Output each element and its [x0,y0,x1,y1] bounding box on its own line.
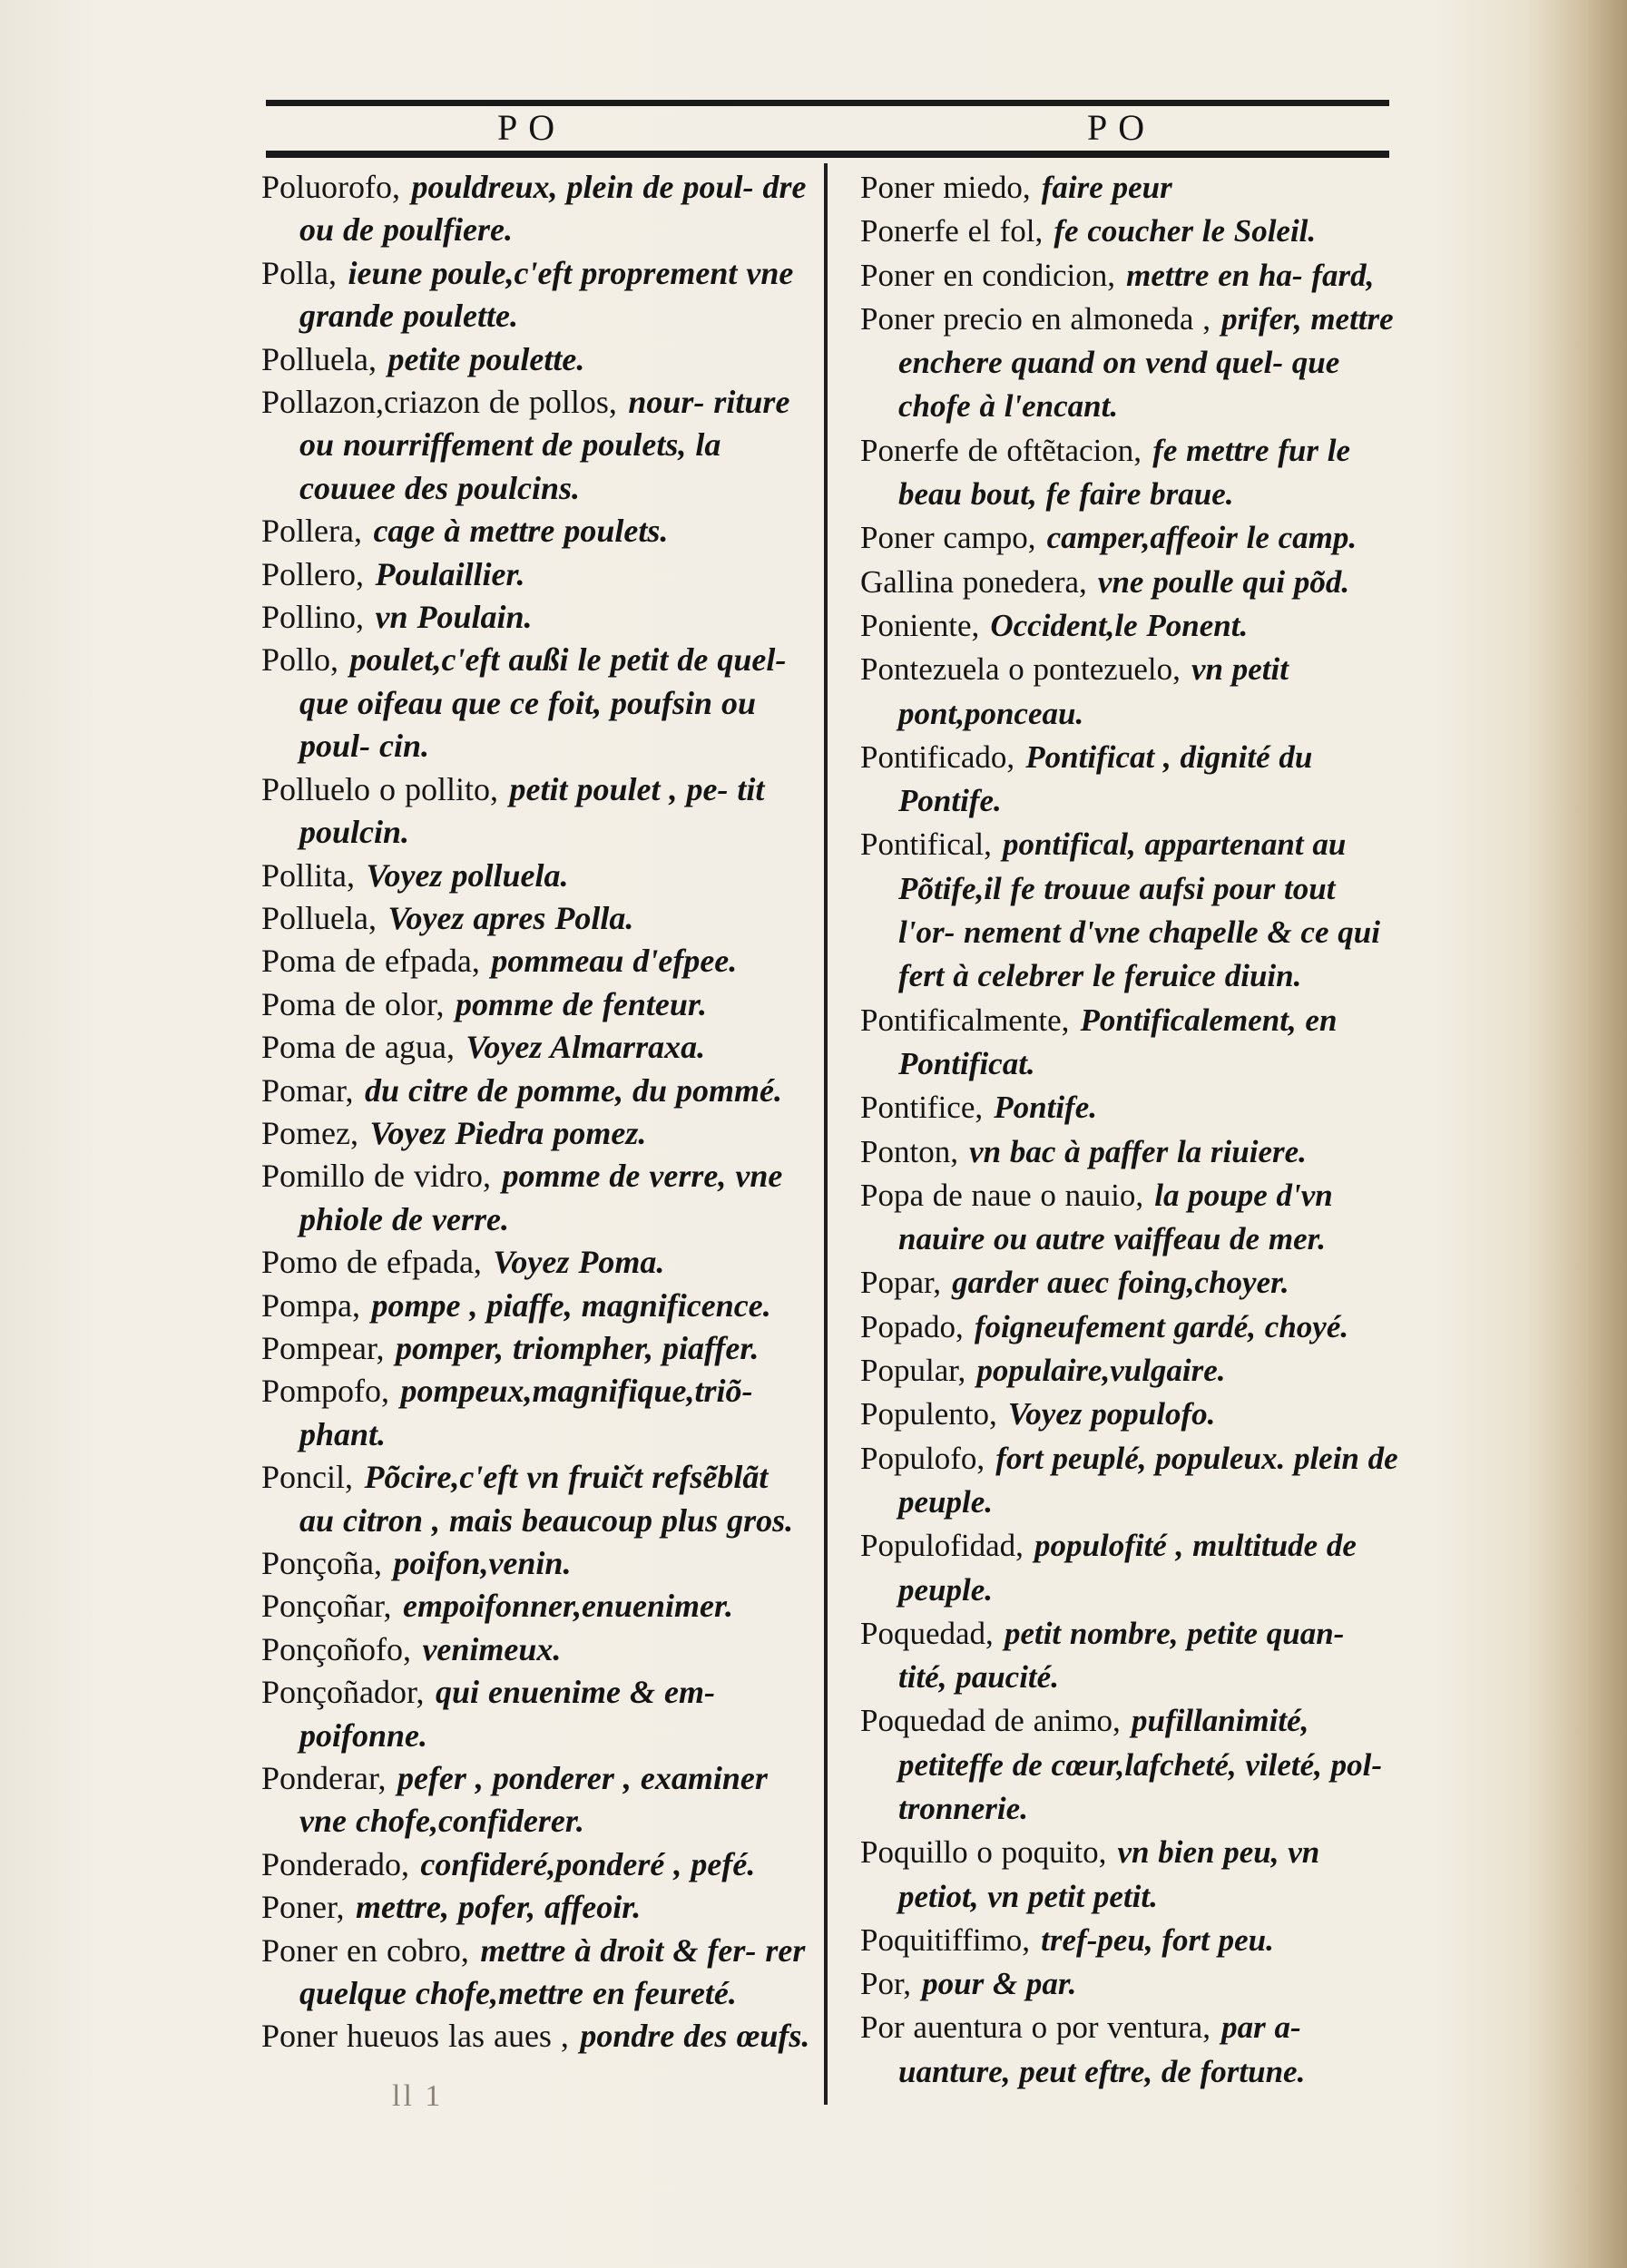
entry-headword: Poncil, [261,1459,354,1496]
dictionary-entry [860,1437,1400,1525]
entry-headword: Ponderar, [261,1760,387,1797]
header-rule-bottom [266,151,1389,158]
dictionary-entry [860,254,1400,298]
dictionary-entry [860,1524,1400,1612]
dictionary-entry [261,381,810,510]
entry-definition: pomme de fenteur. [455,985,707,1022]
dictionary-entry [860,736,1400,824]
entry-headword: Pontifical, [860,826,992,863]
entry-headword: Pollera, [261,513,362,550]
entry-headword: Pollita, [261,856,356,894]
entry-definition: vn bac à paffer la riuiere. [969,1133,1307,1169]
dictionary-entry [860,1130,1400,1174]
entry-definition: vne poulle qui põd. [1097,563,1350,600]
dictionary-entry [860,1174,1400,1262]
entry-definition: Poulaillier. [375,555,525,592]
entry-definition: empoifonner,enuenimer. [402,1588,734,1625]
entry-definition: vn petit pont,ponceau. [898,651,1289,731]
entry-definition: nour- riture ou nourriffement de poulets, la couuee des poulcins. [299,384,790,506]
dictionary-entry [261,1628,810,1671]
running-head-left: PO [497,107,566,148]
entry-headword: Pomez, [261,1114,358,1151]
dictionary-entry [860,1919,1400,1962]
entry-headword: Pomo de efpada, [261,1244,482,1281]
entry-definition: Pontificat , dignité du Pontife. [898,738,1313,819]
entry-headword: Poner hueuos las aues , [261,2018,569,2055]
dictionary-entry [860,298,1400,429]
dictionary-entry [261,1886,810,1929]
entry-definition: tref-peu, fort peu. [1041,1921,1274,1958]
entry-headword: Polluela, [261,340,377,377]
entry-definition: vn bien peu, vn petiot, vn petit petit. [898,1834,1320,1914]
entry-definition: petite poulette. [387,340,585,377]
entry-definition: par a- uanture, peut eftre, de fortune. [898,2009,1306,2089]
left-column [261,166,810,2058]
entry-definition: pour & par. [922,1966,1077,2002]
entry-definition: Pontificalement, en Pontificat. [898,1002,1338,1081]
entry-definition: pommeau d'efpee. [491,943,738,980]
entry-headword: Pompofo, [261,1373,390,1410]
entry-headword: Por auentura o por ventura, [860,2009,1210,2046]
spine-shadow [1527,0,1627,2268]
entry-definition: pomper, triompher, piaffer. [395,1329,760,1366]
dictionary-entry [860,1393,1400,1436]
entry-headword: Por, [860,1966,911,2002]
entry-definition: pomme de verre, vne phiole de verre. [299,1158,783,1237]
entry-definition: pouldreux, plein de poul- dre ou de poulfiere. [299,169,807,249]
entry-headword: Ponerfe de oftẽtacion, [860,432,1142,468]
dictionary-entry [860,1962,1400,2006]
entry-definition: Voyez Poma. [493,1244,665,1281]
entry-definition: Occident,le Ponent. [990,607,1249,643]
entry-headword: Poner miedo, [860,170,1031,205]
entry-definition: fe coucher le Soleil. [1054,213,1317,249]
entry-headword: Poner campo, [860,520,1036,556]
dictionary-entry [860,1831,1400,1919]
entry-definition: petit nombre, petite quan- tité, paucité. [898,1615,1345,1696]
entry-definition: foigneufement gardé, choyé. [974,1308,1349,1344]
dictionary-entry [860,648,1400,736]
entry-headword: Polluela, [261,899,377,936]
entry-headword: Ponderado, [261,1845,409,1882]
dictionary-entry [261,1112,810,1155]
dictionary-entry [261,596,810,639]
dictionary-entry [860,2006,1400,2094]
entry-definition: Voyez Piedra pomez. [369,1114,647,1151]
dictionary-entry [261,1585,810,1628]
entry-definition: garder auec foing,choyer. [952,1265,1289,1301]
dictionary-entry [261,1671,810,1757]
entry-definition: mettre à droit & fer- rer quelque chofe,mettre en feureté. [299,1931,806,2012]
dictionary-entry [860,561,1400,604]
entry-definition: poulet,c'eft außi le petit de quel- que oifeau que ce foit, poufsin ou poul- cin. [299,641,787,765]
entry-headword: Poquedad de animo, [860,1703,1121,1739]
entry-definition: pontifical, appartenant au Põtife,il fe trouue aufsi pour tout l'or- nement d'vne chapelle & ce qui fert à celebrer le feruice diuin. [898,826,1380,994]
entry-definition: Voyez Almarraxa. [466,1029,706,1066]
entry-definition: pompeux,magnifique,triõ- phant. [299,1373,753,1452]
entry-definition: fort peuplé, populeux. plein de peuple. [898,1440,1398,1520]
entry-definition: poifon,venin. [393,1545,572,1581]
entry-headword: Populento, [860,1396,997,1432]
dictionary-entry [261,1327,810,1370]
entry-definition: Pontife. [994,1090,1097,1126]
entry-headword: Poquitiffimo, [860,1921,1031,1958]
entry-headword: Poner en condicion, [860,257,1115,293]
dictionary-entry [860,999,1400,1087]
dictionary-entry [261,1026,810,1069]
column-divider [824,163,828,2105]
dictionary-entry [860,429,1400,517]
dictionary-entry [261,1070,810,1112]
entry-headword: Ponçoñador, [261,1674,425,1711]
entry-definition: Põcire,c'eft vn fruičt refsẽblãt au citron , mais beaucoup plus gros. [299,1459,794,1539]
entry-headword: Pontifice, [860,1090,984,1126]
entry-definition: petit poulet , pe- tit poulcin. [299,770,765,851]
entry-headword: Popular, [860,1353,966,1389]
dictionary-entry [261,768,810,855]
entry-headword: Popado, [860,1308,964,1344]
entry-definition: venimeux. [422,1630,562,1667]
dictionary-entry [261,166,810,252]
entry-headword: Gallina ponedera, [860,563,1087,600]
entry-definition: populofité , multitude de peuple. [898,1528,1357,1608]
dictionary-entry [860,1261,1400,1305]
entry-headword: Ponerfe el fol, [860,213,1044,249]
dictionary-entry [860,1612,1400,1700]
entry-headword: Poniente, [860,607,980,643]
entry-definition: pufillanimité, petiteffe de cœur,lafcheté, vileté, pol- tronnerie. [898,1703,1383,1826]
dictionary-entry [860,516,1400,560]
entry-headword: Pontificalmente, [860,1002,1070,1038]
dictionary-entry [261,897,810,940]
dictionary-entry [261,1155,810,1241]
entry-definition: fe mettre fur le beau bout, fe faire braue. [898,432,1351,513]
dictionary-entry [860,1086,1400,1129]
dictionary-entry [261,1241,810,1284]
entry-definition: mettre en ha- fard, [1126,257,1375,293]
dictionary-entry [261,1542,810,1585]
dictionary-entry [860,1699,1400,1831]
entry-headword: Pomar, [261,1071,354,1109]
dictionary-entry [261,252,810,338]
dictionary-entry [261,855,810,897]
dictionary-entry [860,604,1400,648]
header-rule-top [266,100,1389,106]
entry-headword: Poner en cobro, [261,1931,469,1969]
entry-definition: prifer, mettre enchere quand on vend quel- que chofe à l'encant. [898,300,1394,425]
dictionary-entry [261,983,810,1026]
entry-definition: qui enuenime & em- poifonne. [299,1674,715,1754]
entry-headword: Pollazon,criazon de pollos, [261,384,617,421]
entry-headword: Poquillo o poquito, [860,1834,1107,1871]
entry-headword: Polla, [261,254,338,291]
entry-definition: mettre, pofer, affeoir. [356,1889,642,1926]
dictionary-entry [261,1930,810,2016]
entry-definition: du citre de pomme, du pommé. [365,1071,782,1109]
dictionary-entry [261,940,810,982]
entry-headword: Ponçoñar, [261,1588,392,1625]
entry-definition: cage à mettre poulets. [373,513,669,550]
dictionary-entry [261,639,810,767]
entry-definition: Voyez apres Polla. [387,899,634,936]
dictionary-entry [860,166,1400,210]
right-column [860,166,1400,2094]
dictionary-entry [261,1370,810,1456]
dictionary-entry [261,1843,810,1886]
dictionary-entry [860,1349,1400,1393]
entry-headword: Pompa, [261,1286,361,1324]
entry-headword: Poma de olor, [261,985,445,1022]
entry-headword: Popa de naue o nauio, [860,1177,1144,1213]
entry-definition: vn Poulain. [375,599,533,636]
entry-headword: Poquedad, [860,1615,994,1651]
entry-definition: Voyez polluela. [366,856,569,894]
entry-headword: Pontificado, [860,738,1015,775]
entry-definition: faire peur [1041,170,1172,205]
entry-definition: pefer , ponderer , examiner vne chofe,confiderer. [299,1760,768,1840]
entry-headword: Poma de agua, [261,1029,455,1066]
entry-headword: Pontezuela o pontezuelo, [860,651,1181,688]
entry-definition: pompe , piaffe, magnificence. [371,1286,771,1324]
entry-definition: Voyez populofo. [1007,1396,1216,1432]
dictionary-entry [860,210,1400,253]
entry-definition: ieune poule,c'eft proprement vne grande poulette. [299,254,794,335]
entry-headword: Poner precio en almoneda , [860,300,1210,337]
dictionary-entry [261,553,810,596]
entry-headword: Populofidad, [860,1528,1024,1564]
dictionary-entry [261,338,810,381]
dictionary-entry [860,823,1400,998]
entry-headword: Poma de efpada, [261,943,480,980]
dictionary-entry [261,1757,810,1843]
entry-headword: Pollino, [261,599,365,636]
entry-headword: Pomillo de vidro, [261,1158,491,1195]
entry-definition: la poupe d'vn nauire ou autre vaiffeau de mer. [898,1177,1333,1257]
entry-headword: Pompear, [261,1329,385,1366]
running-head-right: PO [1087,107,1156,148]
dictionary-entry [261,1285,810,1327]
entry-headword: Polluelo o pollito, [261,770,499,807]
entry-headword: Ponçoñofo, [261,1630,411,1667]
entry-headword: Pollero, [261,555,364,592]
entry-definition: populaire,vulgaire. [976,1353,1226,1389]
dictionary-entry [261,2015,810,2058]
entry-headword: Populofo, [860,1440,985,1476]
entry-definition: camper,affeoir le camp. [1046,520,1357,556]
entry-definition: pondre des œufs. [580,2018,810,2055]
entry-headword: Popar, [860,1265,942,1301]
dictionary-entry [261,510,810,552]
entry-headword: Pollo, [261,641,339,679]
dictionary-entry [860,1305,1400,1349]
entry-definition: confideré,ponderé , pefé. [420,1845,756,1882]
entry-headword: Poner, [261,1889,345,1926]
entry-headword: Ponton, [860,1133,958,1169]
dictionary-entry [261,1456,810,1542]
signature-mark: ll 1 [392,2079,444,2113]
entry-headword: Ponçoña, [261,1545,382,1581]
entry-headword: Poluorofo, [261,169,400,205]
